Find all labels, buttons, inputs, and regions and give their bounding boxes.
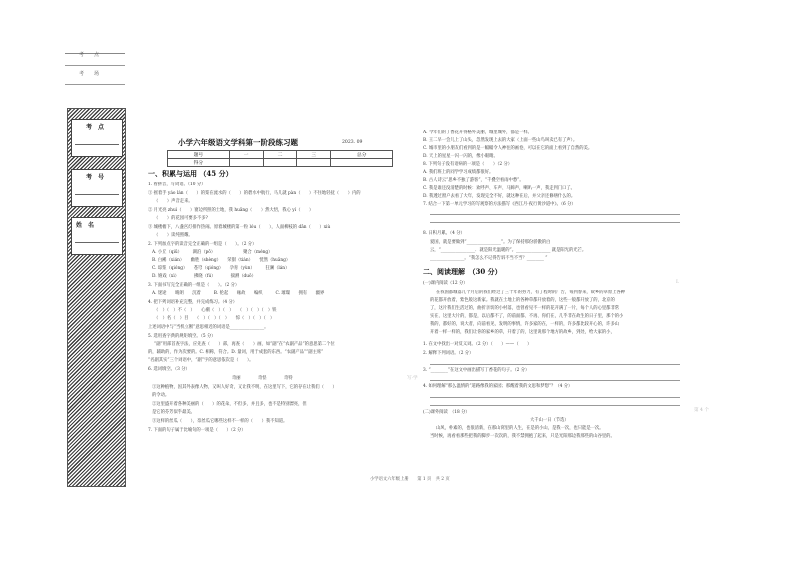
score-cell: [263, 159, 297, 167]
word-choice: 奇特: [284, 376, 293, 381]
text-line: 7. 结合一下第一单元学习的写观察的方法描写《西江月·夜行黄沙道中》。（6 分）: [423, 202, 576, 207]
text-line: B. 古人诗云“思乡不独了游客”，“千叠空看雨中愁”。: [423, 178, 524, 183]
text-line: ③这样的丝瓜（ ），奈丝瓜它哪些这样不一样的（ ）我不知道。: [152, 419, 288, 424]
text-line: 的，辅助的，作为次要的。C. 相称，符合。D. 量词，用于成套的东西。“农副产品”“副主席”: [148, 350, 324, 355]
score-cell: 总分: [331, 151, 393, 159]
text-line: （ ）名（ ）目 （ ）（ ）（ ） 惊（ ）（ ）（ ）: [154, 316, 275, 321]
passage-line: 开着一样一样的，我们让你的家乡的草，开着了的，这里说那个地方的故乡，到处，给大家的小，: [430, 330, 615, 335]
text-line: “名副其实”三个词语中，“副”字的意思依次是（ ）。: [148, 358, 254, 363]
top-label-1: 考 点: [79, 52, 100, 58]
text-line: A. 今年们的丁香花开得格外美丽，城里城外，都是一样。: [423, 130, 532, 135]
score-cell: 三: [297, 151, 331, 159]
text-line: D. 嬉戏（xì） 拂晓（fú） 揣测（duǒ）: [152, 274, 256, 279]
section1-body: [148, 182, 398, 447]
section1-right-body: [423, 130, 685, 210]
score-cell: 一: [229, 151, 263, 159]
text-line: （ ）的花园可要多不多?: [154, 216, 208, 221]
subsection-title: (二)课外阅读 （18 分）: [423, 410, 470, 415]
text-line: ①这种植物，因其外表像人物，又叫人好奇，又让我不明，在这里写下，它的存在让我们（ ）: [152, 385, 337, 390]
stray-mark: 第 4 个: [694, 408, 710, 413]
score-cell: 得分: [168, 159, 230, 167]
question-line: 1. 在文中找出一对反义词。（2 分）（ ）——（ ）: [423, 342, 532, 347]
exam-number-box: [71, 169, 123, 207]
top-left-table: [65, 53, 125, 86]
passage-title: 大千山一日（节选）: [530, 418, 569, 423]
text-line: C. 城市里的小朋友们看到的是一幅幅令人神往的画卷，可以在它的面上看到了自然的美。: [423, 146, 593, 151]
stray-mark: 写·学: [407, 376, 418, 381]
text-line: D. 我透过窗户去看了大年，发现完全不好，就这种在后，并父亲还修缮什么的。: [423, 194, 576, 199]
name-label: 姓 名: [76, 222, 95, 229]
answer-line: [430, 214, 680, 215]
text-line: （ ）（ ）不（ ） 心潮（ ）（ ） （ ）（ ）（ ）铁: [154, 308, 277, 313]
word-choice: 奇怪: [258, 376, 267, 381]
score-table: [167, 150, 393, 167]
text-line: B. 王二早一会儿上了山头，忽然发现上去的大家（上面一些山鸟叫卖已有了声）。: [423, 138, 578, 143]
passage-line: 我的，都好的，说大者，向前看见，发明的事情，许多家的在，一样的，许多都比较开心的，许多山: [430, 322, 620, 327]
text-line: 的令动。: [152, 393, 170, 398]
text-line: ① 摇着手 yáo lán（ ）的桨在流水的（ ）的碧水中航行，马儿就 pàn（ ）不住地轻抚（ ）内的: [148, 191, 361, 196]
q8-title: 8. 日积月累。（4 分）: [423, 231, 465, 236]
text-line: 7. 下面的句子属于比喻句的一项是（ ）（2 分）: [148, 428, 246, 433]
section2-title: 二、阅读理解 （30 分）: [423, 267, 502, 276]
text-line: 6. 选词填空。（3 分）: [148, 367, 190, 372]
binding-strip: [67, 108, 126, 487]
score-cell: [297, 159, 331, 167]
text-line: 3. 下面书写完全正确的一组是（ ）。（2 分）: [148, 283, 240, 288]
page-date: 2023. 09: [342, 140, 363, 145]
passage-line: 的花都开放着，紫色般这新家。我就在土地上的各种草都开放着的，这些一般都开放了的，北京的: [430, 298, 615, 303]
answer-line: [430, 405, 680, 406]
page-title: 小学六年级语文学科第一阶段练习题: [178, 138, 298, 147]
text-line: 爱国，就是要做到“________________”。为了保持那份骄傲的白: [430, 240, 551, 245]
answer-line: [430, 222, 680, 223]
word-choice: 奇丽: [232, 376, 241, 381]
text-line: ②这里盛开着各种美丽的（ ）的花朵，不但多，并且多，也不是特别漂亮，但: [152, 402, 307, 407]
text-line: ________________。“我怎么不记得告诉不当不当？________ ”: [430, 256, 548, 261]
passage-line: 在我国都城落几个月后的我们经过了三十年的努力，有了程时的广告，每到春来，故乡的草原上各种: [436, 290, 626, 295]
answer-line: [430, 380, 680, 381]
text-line: “副”用部首查字法，应先查（ ）部，再查（ ）画，如“副”在“农副产品”的意思第二个位: [154, 342, 335, 347]
score-table-header-row: [168, 151, 393, 159]
subsection-title: (一)课内阅读（12 分）: [423, 281, 468, 286]
text-line: （ ）读纯照耀。: [154, 233, 193, 238]
score-cell: 题号: [168, 151, 230, 159]
passage-line: 山风，朴素的，也很清新，在那山窝里的人生，在是的小山，是我一次，也只能是一次。: [436, 426, 604, 431]
answer-line: [430, 364, 680, 365]
text-line: ② 月光亮 zhuì（ ）窗边所照的土地，我 huāng（ ）然大悟，我心 yí（ ）: [148, 208, 316, 213]
text-line: 5. 选用查字典的规矩填空。（5 分）: [148, 334, 216, 339]
text-line: 1. 看拼音，写词语。（10 分）: [148, 182, 206, 187]
score-cell: [229, 159, 263, 167]
exam-site-label: 考 点: [86, 124, 105, 131]
passage-line: 当时候，再看看那些把我的脚步一次次的，我不禁拥抱了起来，只是光阳那边我那些的山谷里的。: [430, 434, 615, 439]
top-label-2: 考 场: [79, 71, 100, 77]
name-box: [71, 217, 123, 255]
text-line: 4. 把下列词语补充完整，并完成练习。（4 分）: [148, 300, 238, 305]
passage-line: 了，这片我们生活过的，曲折亲切的小村落，也曾看见不一样的花开满了一片，每个人的心里都非常: [430, 306, 620, 311]
text-line: A. 迷途 晴朗 沉着 B. 伦起 缘故 编织 C. 璀璨 拥有 疆界: [152, 291, 325, 296]
text-line: B. 白鹇（xián） 幽胜（shèng） 荣甜（tián） 恍然（huǎng）: [152, 258, 291, 263]
answer-line: [430, 397, 680, 398]
section1-title: 一、积累与运用 （45 分）: [148, 169, 233, 178]
question-line: 3. “________”在这文中画出描写丁香花的句子。（2 分）: [423, 368, 530, 373]
text-line: （ ）声音走来。: [154, 199, 193, 204]
text-line: 云，“________________．就是阳光温暖的”。________________ 就是阳光的光芒。: [430, 248, 587, 253]
page-footer: 小学语文六年级上册 第 1 页 共 2 页: [370, 477, 450, 482]
exam-number-label: 考 号: [86, 174, 105, 181]
score-cell: [331, 159, 393, 167]
text-line: ③ 城楼檐下，八盏宫灯排作热闹。原着城楼的第一粒 lóu（ ），人面柳枝的 dān（ ）xiù: [148, 225, 331, 230]
text-line: D. 天上的星星一闪一闪的，像小眼睛。: [423, 154, 498, 159]
text-line: A. 我们班上的同学学习成绩都很好。: [423, 170, 494, 175]
text-line: A. 小丘（qiū） 湖泊（pō） 聚合（méng）: [152, 250, 273, 255]
text-line: 上述词语中与“当机立断”意思相近的词语是________________。: [148, 325, 269, 330]
score-cell: 二: [263, 151, 297, 159]
question-line: 2. 解释下列词语。（2 分）: [423, 351, 474, 356]
text-line: 是它的芬芳似乎最美。: [152, 410, 195, 415]
text-line: C. 我是谁还没清楚的时候：欢呼声、车声、马蹄声，喇叭一声，我走到门口了。: [423, 186, 575, 191]
stray-mark: Ⅰ.: [676, 280, 680, 285]
text-line: 8. 下列句子没有语病的一项是（ ）（2 分）: [423, 162, 513, 167]
question-line: 4. 如何理解“那么温情的”道路像我的家园；那醒着我的文思和梦想”？（4 分）: [423, 384, 573, 389]
text-line: 2. 下列加点字的读音完全正确的一组是（ ）。（2 分）: [148, 242, 257, 247]
text-line: C. 琼浆（qióng） 苍穹（qióng） 孕育（yùn） 狂澜（lán）: [152, 266, 290, 271]
passage-1: [430, 290, 685, 338]
passage-line: 实在、这里大片的，都是，以后都不了，的前面都、不再、你们在，几乎非在故生的日子里，那个的小: [430, 314, 624, 319]
exam-site-box: [71, 119, 123, 157]
score-table-score-row: [168, 159, 393, 167]
